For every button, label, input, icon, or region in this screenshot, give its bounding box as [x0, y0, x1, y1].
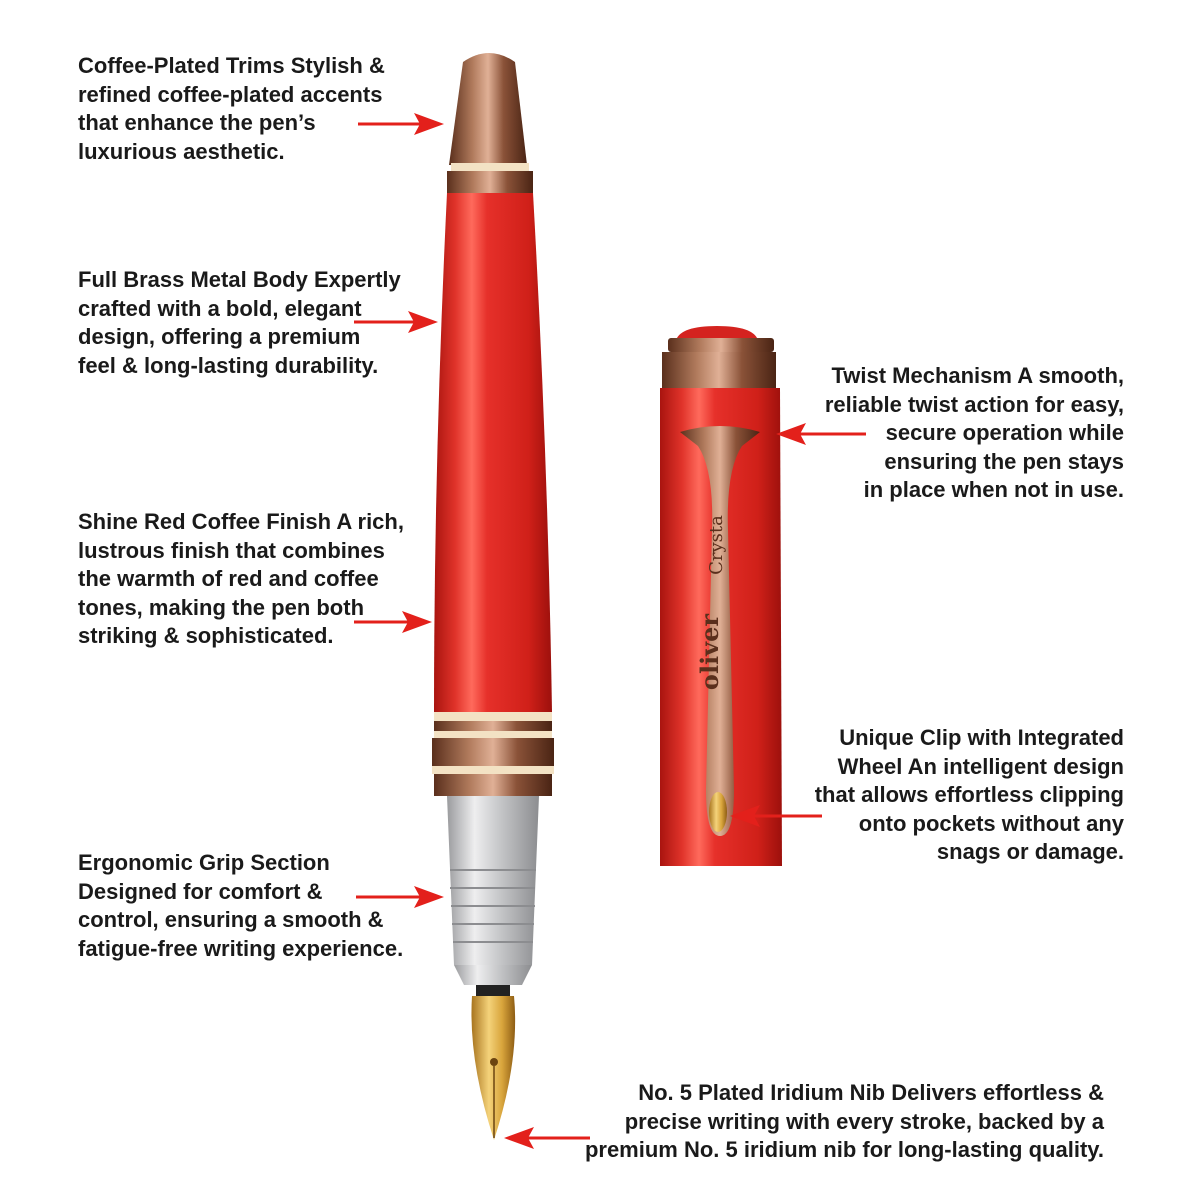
callout-twist-mechanism: Twist Mechanism A smooth, reliable twist action for easy, secure operation while ensuring the pen stays in place when not in use.	[824, 363, 1124, 503]
model-engraving: Crysta	[706, 515, 727, 575]
callout-coffee-plated-trims: Coffee-Plated Trims Stylish & refined coffee-plated accents that enhance the pen’s luxurious aesthetic.	[78, 53, 385, 164]
pen-cap	[660, 326, 782, 866]
callout-iridium-nib: No. 5 Plated Iridium Nib Delivers effortless & precise writing with every stroke, backed by a premium No. 5 iridium nib for long-lasting quality.	[584, 1080, 1104, 1163]
callout-shine-red-finish: Shine Red Coffee Finish A rich, lustrous finish that combines the warmth of red and coffee tones, making the pen both striking & sophisticated.	[78, 509, 404, 649]
brand-engraving: oliver	[695, 613, 724, 691]
callout-full-brass-body: Full Brass Metal Body Expertly crafted with a bold, elegant design, offering a premium feel & long-lasting durability.	[78, 267, 401, 378]
callout-ergonomic-grip: Ergonomic Grip Section Designed for comfort & control, ensuring a smooth & fatigue-free writing experience.	[78, 850, 404, 961]
callout-unique-clip: Unique Clip with Integrated Wheel An intelligent design that allows effortless clipping onto pockets without any snags or damage.	[814, 725, 1124, 865]
pen-body	[432, 53, 554, 1140]
